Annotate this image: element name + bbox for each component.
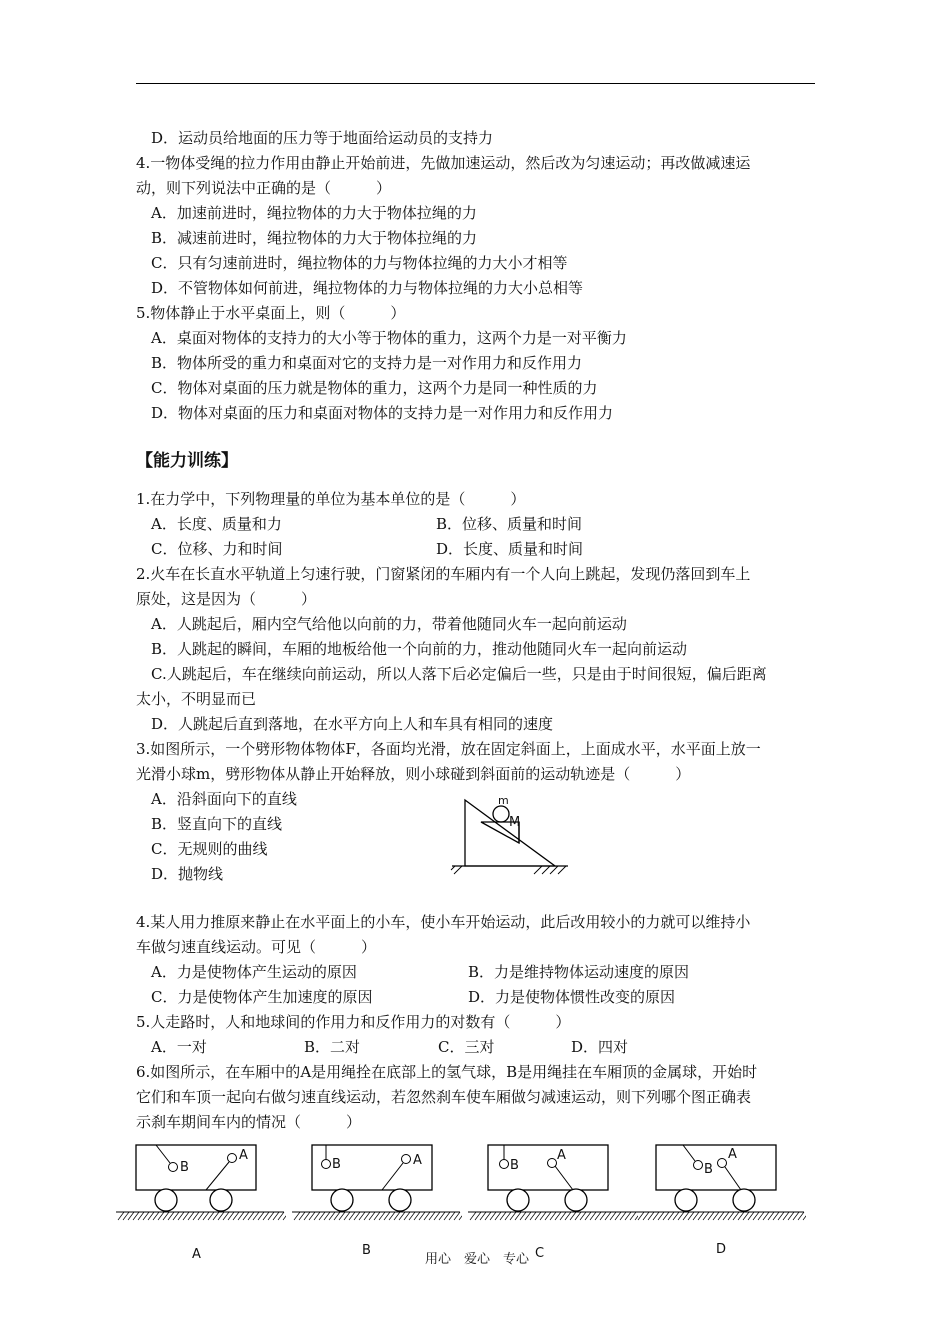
ground-hatch-line xyxy=(158,1212,164,1220)
ground-hatch-line xyxy=(500,1212,506,1220)
ground-hatch-line xyxy=(733,1212,739,1220)
ball-m-label: m xyxy=(498,794,509,807)
ground-hatch-line xyxy=(349,1212,355,1220)
ground-hatch-line xyxy=(703,1212,709,1220)
ground-hatch-line xyxy=(339,1212,345,1220)
q4-option-a: A．加速前进时，绳拉物体的力大于物体拉绳的力 xyxy=(136,204,477,222)
ground-hatch-line xyxy=(223,1212,229,1220)
car-c-label-a: A xyxy=(557,1148,566,1163)
q5b-stem: 5.人走路时，人和地球间的作用力和反作用力的对数有（ ） xyxy=(136,1013,571,1031)
ground-hatch-line xyxy=(268,1212,274,1220)
ground-hatch-line xyxy=(299,1212,305,1220)
ground-hatch-line xyxy=(444,1212,450,1220)
ground-hatch-line xyxy=(394,1212,400,1220)
q4b-option-a: A．力是使物体产生运动的原因 xyxy=(151,963,357,981)
ground-hatch-line xyxy=(698,1212,704,1220)
ground-hatch-line xyxy=(228,1212,234,1220)
ground-hatch-line xyxy=(143,1212,149,1220)
q4-option-c: C．只有匀速前进时，绳拉物体的力与物体拉绳的力大小才相等 xyxy=(136,254,568,272)
ground-hatch-line xyxy=(233,1212,239,1220)
ground-hatch-line xyxy=(449,1212,455,1220)
ground-hatch-line xyxy=(550,1212,556,1220)
ground-hatch-line xyxy=(708,1212,714,1220)
q4b-option-b: B．力是维持物体运动速度的原因 xyxy=(468,963,690,981)
q2-option-d: D．人跳起后直到落地，在水平方向上人和车具有相同的速度 xyxy=(136,715,554,733)
ground-hatch-line xyxy=(278,1212,284,1220)
car-d-label-b: B xyxy=(704,1162,713,1177)
ground-hatch-line xyxy=(253,1212,259,1220)
q4-option-b: B．减速前进时，绳拉物体的力大于物体拉绳的力 xyxy=(136,229,478,247)
ground-hatch-line xyxy=(510,1212,516,1220)
ground-hatch-line xyxy=(600,1212,606,1220)
ground-hatch-line xyxy=(123,1212,129,1220)
car-d-label-a: A xyxy=(728,1147,737,1162)
ground-hatch-line xyxy=(480,1212,486,1220)
q2-option-c-line1: C.人跳起后，车在继续向前运动，所以人落下后必定偏后一些，只是由于时间很短，偏后距离 xyxy=(136,665,767,683)
q6-stem-line2: 它们和车顶一起向右做匀速直线运动，若忽然刹车使车厢做匀减速运动，则下列哪个图正确表 xyxy=(136,1088,752,1106)
ground-hatch-line xyxy=(409,1212,415,1220)
ground-hatch-line xyxy=(648,1212,654,1220)
ground-hatch-line xyxy=(718,1212,724,1220)
q6-stem-line1: 6.如图所示，在车厢中的A是用绳拴在底部上的氢气球，B是用绳挂在车厢顶的金属球，开始时 xyxy=(136,1063,758,1081)
wedge-incline-figure xyxy=(450,790,570,885)
ground-hatch-line xyxy=(638,1212,644,1220)
ground-hatch-line xyxy=(193,1212,199,1220)
q6-stem-line3: 示刹车期间车内的情况（ ） xyxy=(136,1113,362,1131)
ground-hatch-line xyxy=(379,1212,385,1220)
ground-hatch-line xyxy=(208,1212,214,1220)
ground-hatch-line xyxy=(778,1212,784,1220)
ground-hatch-line xyxy=(555,1212,561,1220)
ground-hatch-line xyxy=(218,1212,224,1220)
ground-hatch-line xyxy=(713,1212,719,1220)
q3-option-d: D．抛物线 xyxy=(151,865,224,883)
ground-hatch-line xyxy=(188,1212,194,1220)
q2-option-c-line2: 太小，不明显而已 xyxy=(136,690,257,708)
car-figure-c xyxy=(468,1140,638,1225)
ground-hatch-line xyxy=(668,1212,674,1220)
ground-hatch-line xyxy=(530,1212,536,1220)
q3-stem-line1: 3.如图所示，一个劈形物体物体F，各面均光滑，放在固定斜面上，上面成水平，水平面上放一 xyxy=(136,740,761,758)
q3-stem-line2: 光滑小球m，劈形物体从静止开始释放，则小球碰到斜面前的运动轨迹是（ ） xyxy=(136,765,691,783)
ground-hatch-line xyxy=(788,1212,794,1220)
q3-option-a: A．沿斜面向下的直线 xyxy=(151,790,297,808)
ground-hatch-line xyxy=(369,1212,375,1220)
ground-hatch-line xyxy=(753,1212,759,1220)
ground-hatch-line xyxy=(364,1212,370,1220)
car-c-label-b: B xyxy=(510,1158,519,1173)
car-b-label-b: B xyxy=(332,1157,341,1172)
ground-hatch-line xyxy=(798,1212,804,1220)
wedge-m-label: M xyxy=(509,815,521,830)
ground-hatch-line xyxy=(434,1212,440,1220)
ground-hatch-line xyxy=(575,1212,581,1220)
ground-hatch-line xyxy=(419,1212,425,1220)
ground-hatch-line xyxy=(643,1212,649,1220)
ground-hatch-line xyxy=(570,1212,576,1220)
q2-option-b: B．人跳起的瞬间，车厢的地板给他一个向前的力，推动他随同火车一起向前运动 xyxy=(136,640,688,658)
ground-hatch-line xyxy=(314,1212,320,1220)
ground-hatch-line xyxy=(673,1212,679,1220)
ground-hatch-line xyxy=(520,1212,526,1220)
section-title: 【能力训练】 xyxy=(136,451,238,471)
ground-hatch-line xyxy=(198,1212,204,1220)
ground-hatch-line xyxy=(118,1212,124,1220)
ground-hatch-line xyxy=(773,1212,779,1220)
ground-hatch-line xyxy=(454,1212,460,1220)
q1-option-d: D．长度、质量和时间 xyxy=(436,540,584,558)
ground-hatch-line xyxy=(763,1212,769,1220)
q4b-option-d: D．力是使物体惯性改变的原因 xyxy=(468,988,676,1006)
ground-hatch-line xyxy=(595,1212,601,1220)
q3-option-c: C．无规则的曲线 xyxy=(151,840,268,858)
q5b-option-b: B．二对 xyxy=(304,1038,361,1056)
q5b-option-d: D．四对 xyxy=(571,1038,629,1056)
q5b-option-c: C．三对 xyxy=(438,1038,495,1056)
ground-hatch-line xyxy=(653,1212,659,1220)
ground-hatch-line xyxy=(490,1212,496,1220)
q3-option-b: B．竖直向下的直线 xyxy=(151,815,283,833)
q4b-stem-line1: 4.某人用力推原来静止在水平面上的小车，使小车开始运动，此后改用较小的力就可以维持小 xyxy=(136,913,751,931)
ground-hatch-line xyxy=(294,1212,300,1220)
car-figure-b xyxy=(292,1140,462,1225)
ground-hatch-line xyxy=(374,1212,380,1220)
ground-hatch-line xyxy=(238,1212,244,1220)
ground-hatch-line xyxy=(525,1212,531,1220)
ground-hatch-line xyxy=(658,1212,664,1220)
ground-hatch-line xyxy=(414,1212,420,1220)
ground-hatch-line xyxy=(309,1212,315,1220)
ground-hatch-line xyxy=(748,1212,754,1220)
q5-option-a: A．桌面对物体的支持力的大小等于物体的重力，这两个力是一对平衡力 xyxy=(136,329,627,347)
ground-hatch-line xyxy=(173,1212,179,1220)
ground-hatch-line xyxy=(565,1212,571,1220)
ground-hatch-line xyxy=(304,1212,310,1220)
ground-hatch-line xyxy=(590,1212,596,1220)
ground-hatch-line xyxy=(723,1212,729,1220)
ground-hatch-line xyxy=(545,1212,551,1220)
ground-hatch-line xyxy=(610,1212,616,1220)
ground-hatch-line xyxy=(768,1212,774,1220)
q5-stem: 5.物体静止于水平桌面上，则（ ） xyxy=(136,304,406,322)
ground-hatch-line xyxy=(743,1212,749,1220)
ground-hatch-line xyxy=(560,1212,566,1220)
car-a-label-a: A xyxy=(239,1148,248,1163)
ground-hatch-line xyxy=(470,1212,476,1220)
ground-hatch-line xyxy=(515,1212,521,1220)
ground-hatch-line xyxy=(663,1212,669,1220)
ground-hatch-line xyxy=(429,1212,435,1220)
ground-hatch-line xyxy=(535,1212,541,1220)
ground-hatch-line xyxy=(128,1212,134,1220)
q4-stem-line1: 4.一物体受绳的拉力作用由静止开始前进，先做加速运动，然后改为匀速运动；再改做减速运 xyxy=(136,154,751,172)
q4b-stem-line2: 车做匀速直线运动。可见（ ） xyxy=(136,938,377,956)
q2-stem-line1: 2.火车在长直水平轨道上匀速行驶，门窗紧闭的车厢内有一个人向上跳起，发现仍落回到车上 xyxy=(136,565,751,583)
ground-hatch-line xyxy=(389,1212,395,1220)
ground-hatch-line xyxy=(178,1212,184,1220)
ground-hatch-line xyxy=(148,1212,154,1220)
q1-stem: 1.在力学中，下列物理量的单位为基本单位的是（ ） xyxy=(136,490,526,508)
q4b-option-c: C．力是使物体产生加速度的原因 xyxy=(151,988,373,1006)
q1-option-a: A．长度、质量和力 xyxy=(151,515,282,533)
ground-hatch-line xyxy=(683,1212,689,1220)
ground-hatch-line xyxy=(163,1212,169,1220)
ground-hatch-line xyxy=(319,1212,325,1220)
ground-hatch-line xyxy=(344,1212,350,1220)
ground-hatch-line xyxy=(153,1212,159,1220)
q5-option-c: C．物体对桌面的压力就是物体的重力，这两个力是同一种性质的力 xyxy=(136,379,598,397)
car-figure-d xyxy=(636,1140,806,1225)
ground-hatch-line xyxy=(324,1212,330,1220)
ground-hatch-line xyxy=(585,1212,591,1220)
car-a-label-b: B xyxy=(180,1160,189,1175)
ground-hatch-line xyxy=(183,1212,189,1220)
car-figure-a xyxy=(116,1140,286,1225)
q2-option-a: A．人跳起后，厢内空气给他以向前的力，带着他随同火车一起向前运动 xyxy=(136,615,627,633)
ground-hatch-line xyxy=(693,1212,699,1220)
caption-b: B xyxy=(362,1243,371,1258)
ground-hatch-line xyxy=(359,1212,365,1220)
header-rule xyxy=(136,83,815,84)
q2-stem-line2: 原处，这是因为（ ） xyxy=(136,590,317,608)
caption-d: D xyxy=(716,1242,727,1257)
ground-hatch-line xyxy=(758,1212,764,1220)
ground-hatch-line xyxy=(783,1212,789,1220)
q4-stem-line2: 动，则下列说法中正确的是（ ） xyxy=(136,179,392,197)
ground-hatch-line xyxy=(354,1212,360,1220)
ground-hatch-line xyxy=(505,1212,511,1220)
ground-hatch-line xyxy=(263,1212,269,1220)
ground-hatch-line xyxy=(485,1212,491,1220)
q5b-option-a: A．一对 xyxy=(151,1038,207,1056)
ground-hatch-line xyxy=(540,1212,546,1220)
page-footer: 用心 爱心 专心 xyxy=(425,1252,530,1267)
ground-hatch-line xyxy=(258,1212,264,1220)
ground-hatch-line xyxy=(615,1212,621,1220)
ground-hatch-line xyxy=(138,1212,144,1220)
ground-hatch-line xyxy=(399,1212,405,1220)
ground-hatch-line xyxy=(793,1212,799,1220)
ground-hatch-line xyxy=(334,1212,340,1220)
caption-c: C xyxy=(535,1246,545,1261)
ground-hatch-line xyxy=(439,1212,445,1220)
ground-hatch-line xyxy=(738,1212,744,1220)
ground-hatch-line xyxy=(203,1212,209,1220)
ground-hatch-line xyxy=(273,1212,279,1220)
ground-hatch-line xyxy=(133,1212,139,1220)
ground-hatch-line xyxy=(728,1212,734,1220)
ground-hatch-line xyxy=(495,1212,501,1220)
ground-hatch-line xyxy=(384,1212,390,1220)
ground-hatch-line xyxy=(580,1212,586,1220)
q1-option-c: C．位移、力和时间 xyxy=(151,540,283,558)
q4-option-d: D．不管物体如何前进，绳拉物体的力与物体拉绳的力大小总相等 xyxy=(136,279,584,297)
ground-hatch-line xyxy=(424,1212,430,1220)
ground-hatch-line xyxy=(605,1212,611,1220)
ground-hatch-line xyxy=(248,1212,254,1220)
ground-hatch-line xyxy=(329,1212,335,1220)
ground-hatch-line xyxy=(213,1212,219,1220)
ground-hatch-line xyxy=(404,1212,410,1220)
ground-hatch-line xyxy=(243,1212,249,1220)
ground-hatch-line xyxy=(678,1212,684,1220)
ground-hatch-line xyxy=(475,1212,481,1220)
ground-hatch-line xyxy=(688,1212,694,1220)
car-b-label-a: A xyxy=(413,1153,422,1168)
ground-hatch-line xyxy=(625,1212,631,1220)
ground-hatch-line xyxy=(168,1212,174,1220)
caption-a: A xyxy=(192,1247,201,1262)
q5-option-d: D．物体对桌面的压力和桌面对物体的支持力是一对作用力和反作用力 xyxy=(136,404,614,422)
ground-hatch-line xyxy=(620,1212,626,1220)
q-prev-option-d: D．运动员给地面的压力等于地面给运动员的支持力 xyxy=(136,129,494,147)
q1-option-b: B．位移、质量和时间 xyxy=(436,515,583,533)
q5-option-b: B．物体所受的重力和桌面对它的支持力是一对作用力和反作用力 xyxy=(136,354,583,372)
